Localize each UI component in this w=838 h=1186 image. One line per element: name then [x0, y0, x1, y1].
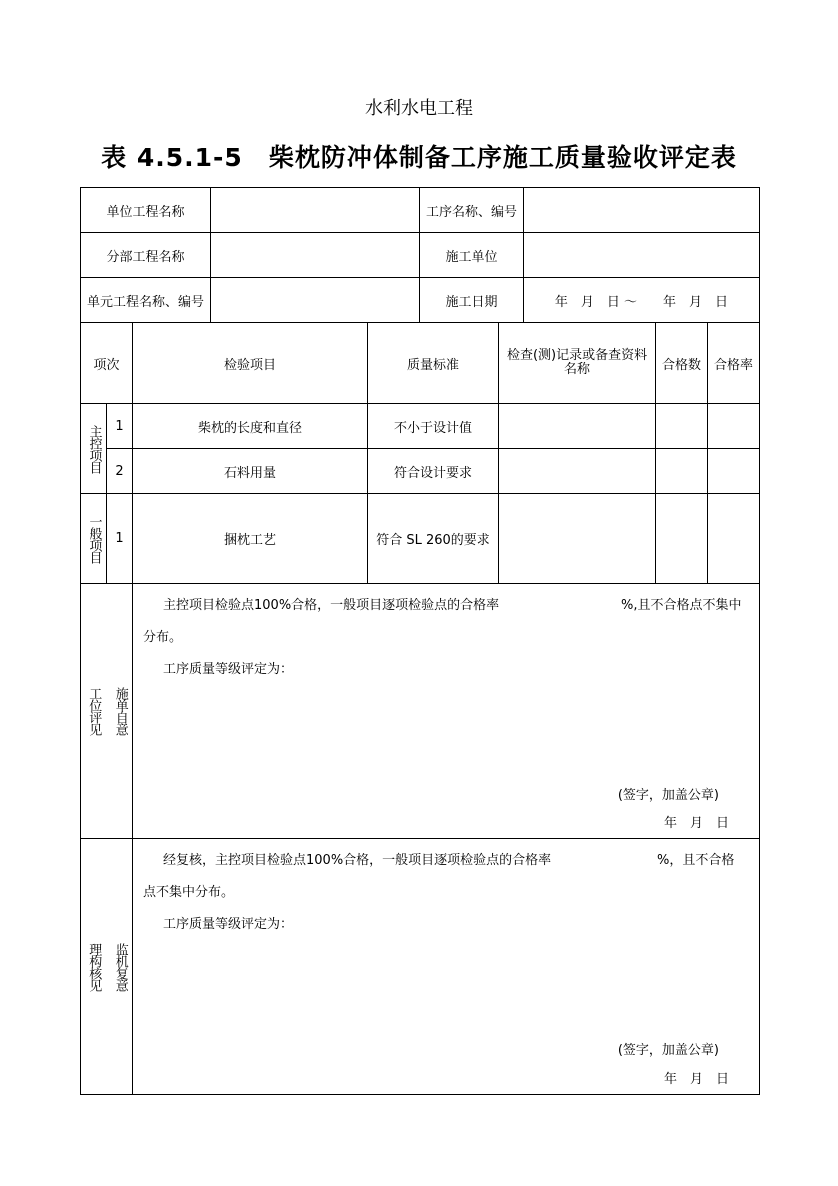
main-row-2-count[interactable] [656, 449, 708, 494]
general-row-1-rate[interactable] [708, 494, 760, 584]
supervision-date: 年 月 日 [664, 1072, 730, 1087]
general-row-1-record[interactable] [499, 494, 656, 584]
main-row-1-no: 1 [107, 404, 133, 449]
division-value[interactable] [211, 233, 420, 278]
self-eval-line2: 分布。 [143, 630, 183, 645]
supervision-label [81, 839, 133, 1095]
document-title: 表 4.5.1-5 柴枕防冲体制备工序施工质量验收评定表 [101, 143, 737, 172]
unit-project-value[interactable] [211, 188, 420, 233]
self-eval-grade-label: 工序质量等级评定为： [163, 662, 294, 677]
main-row-2-item: 石料用量 [133, 449, 368, 494]
info-table [80, 187, 759, 323]
self-eval-date: 年 月 日 [664, 816, 730, 831]
unit-project-label: 单位工程名称 [81, 188, 211, 233]
col-inspection-item: 检验项目 [133, 323, 368, 404]
general-row-1-no: 1 [107, 494, 133, 584]
division-label: 分部工程名称 [81, 233, 211, 278]
main-row-2-no: 2 [107, 449, 133, 494]
self-eval-opinion[interactable] [133, 584, 760, 839]
self-eval-label-col1: 施单自意 [112, 687, 128, 735]
self-eval-line1-tail: %,且不合格点不集中 [621, 598, 742, 613]
col-quality-standard: 质量标准 [368, 323, 499, 404]
main-row-1-rate[interactable] [708, 404, 760, 449]
element-value[interactable] [211, 278, 420, 323]
main-group-label [81, 404, 107, 494]
main-group-label-text: 主控项目 [86, 424, 102, 473]
col-qualified-rate: 合格率 [708, 323, 760, 404]
main-row-2-standard: 符合设计要求 [368, 449, 499, 494]
supervision-sign: (签字，加盖公章) [617, 1043, 720, 1058]
supervision-label-col2: 理构核见 [86, 942, 102, 991]
main-row-2-rate[interactable] [708, 449, 760, 494]
self-eval-line1: 主控项目检验点100%合格，一般项目逐项检验点的合格率 [163, 598, 500, 613]
supervision-label-col1: 监机复意 [112, 942, 128, 991]
main-row-2-record[interactable] [499, 449, 656, 494]
contractor-label: 施工单位 [420, 233, 524, 278]
date-value[interactable]: 年 月 日 ～ 年 月 日 [524, 278, 760, 323]
supervision-grade-label: 工序质量等级评定为： [163, 917, 294, 932]
main-row-1-record[interactable] [499, 404, 656, 449]
element-label: 单元工程名称、编号 [81, 278, 211, 323]
main-row-1-standard: 不小于设计值 [368, 404, 499, 449]
date-label: 施工日期 [420, 278, 524, 323]
supervision-opinion[interactable] [133, 839, 760, 1095]
main-row-1-count[interactable] [656, 404, 708, 449]
main-row-1-item: 柴枕的长度和直径 [133, 404, 368, 449]
supervision-line2: 点不集中分布。 [143, 885, 235, 900]
self-eval-label [81, 584, 133, 839]
contractor-value[interactable] [524, 233, 760, 278]
general-group-label [81, 494, 107, 584]
general-row-1-standard: 符合 SL 260的要求 [368, 494, 499, 584]
general-row-1-count[interactable] [656, 494, 708, 584]
supervision-line1-tail: %，且不合格 [657, 853, 735, 868]
self-eval-sign: (签字，加盖公章) [617, 788, 720, 803]
general-row-1-item: 捆枕工艺 [133, 494, 368, 584]
col-item-no: 项次 [81, 323, 133, 404]
process-value[interactable] [524, 188, 760, 233]
self-eval-label-col2: 工位评见 [86, 687, 102, 735]
col-qualified-count: 合格数 [656, 323, 708, 404]
general-group-label-text: 一般项目 [86, 514, 102, 563]
supervision-line1: 经复核，主控项目检验点100%合格，一般项目逐项检验点的合格率 [163, 853, 552, 868]
inspection-table [80, 322, 759, 1095]
document-subtitle: 水利水电工程 [365, 98, 473, 119]
process-label: 工序名称、编号 [420, 188, 524, 233]
col-record: 检查(测)记录或备查资料名称 [499, 323, 656, 404]
